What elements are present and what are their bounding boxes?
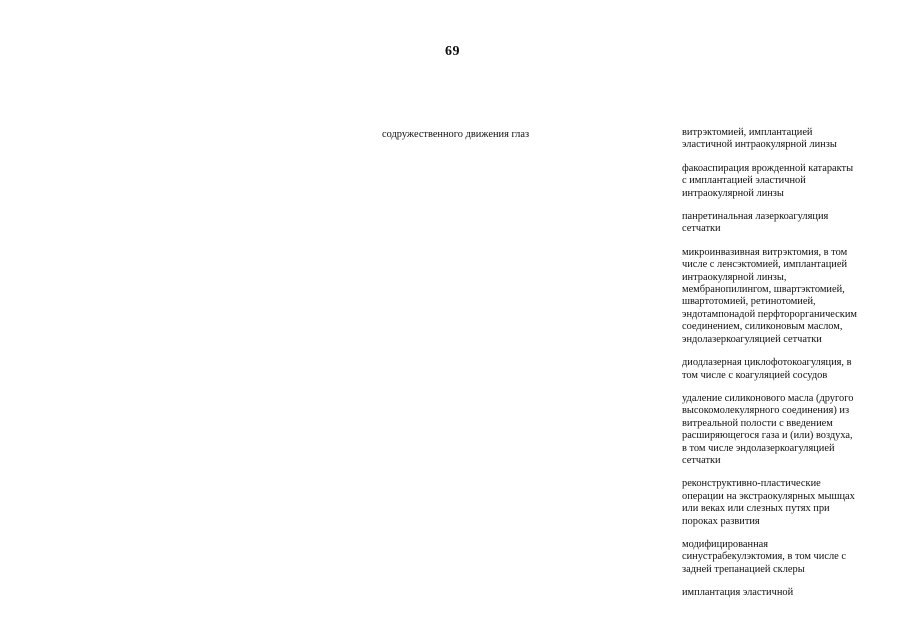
list-item xyxy=(682,357,872,382)
entry-line: имплантация эластичной xyxy=(682,587,794,599)
list-item xyxy=(682,163,872,200)
entry-line: удаление силиконового масла (другого xyxy=(682,392,854,404)
entry-line: или веках или слезных путях при xyxy=(682,503,830,515)
entry-line: витреальной полости с введением xyxy=(682,417,833,429)
left-column-text: содружественного движения глаз xyxy=(382,129,530,140)
entry-line: числе с ленсэктомией, имплантацией xyxy=(682,259,848,271)
list-item xyxy=(682,247,872,346)
list-item xyxy=(682,478,872,528)
entry-line: реконструктивно-пластические xyxy=(682,478,821,490)
entry-line: интраокулярной линзы xyxy=(682,187,784,199)
entry-line: микроинвазивная витрэктомия, в том xyxy=(682,246,848,258)
entry-line: панретинальная лазеркоагуляция xyxy=(682,211,829,223)
entry-line: том числе с коагуляцией сосудов xyxy=(682,369,828,381)
list-item xyxy=(682,127,872,152)
entry-line: витрэктомией, имплантацией xyxy=(682,127,813,138)
entry-line: пороках развития xyxy=(682,515,760,527)
list-item xyxy=(682,393,872,467)
entry-line: расширяющегося газа и (или) воздуха, xyxy=(682,430,853,442)
entry-line: швартотомией, ретинотомией, xyxy=(682,296,816,308)
entry-line: модифицированная xyxy=(682,538,769,550)
list-item xyxy=(682,539,872,576)
entry-line: эндотампонадой перфторорганическим xyxy=(682,308,857,320)
entry-line: мембранопилингом, швартэктомией, xyxy=(682,284,845,296)
entry-line: операции на экстраокулярных мышцах xyxy=(682,490,855,502)
entry-line: с имплантацией эластичной xyxy=(682,175,806,187)
entry-line: факоаспирация врожденной катаракты xyxy=(682,162,854,174)
page-number: 69 xyxy=(445,44,460,59)
entry-line: в том числе эндолазеркоагуляцией xyxy=(682,442,835,454)
entry-line: эластичной интраокулярной линзы xyxy=(682,139,837,151)
entry-line: высокомолекулярного соединения) из xyxy=(682,405,850,417)
list-item xyxy=(682,211,872,236)
entry-line: сетчатки xyxy=(682,223,721,235)
list-item xyxy=(682,587,872,599)
entry-line: соединением, силиконовым маслом, xyxy=(682,321,843,333)
entry-line: эндолазеркоагуляцией сетчатки xyxy=(682,333,822,345)
entry-line: интраокулярной линзы, xyxy=(682,271,787,283)
entry-line: задней трепанацией склеры xyxy=(682,563,805,575)
entry-line: диодлазерная циклофотокоагуляция, в xyxy=(682,357,852,369)
right-column xyxy=(682,127,872,611)
entry-line: синустрабекулэктомия, в том числе с xyxy=(682,551,846,563)
entry-line: сетчатки xyxy=(682,454,721,466)
